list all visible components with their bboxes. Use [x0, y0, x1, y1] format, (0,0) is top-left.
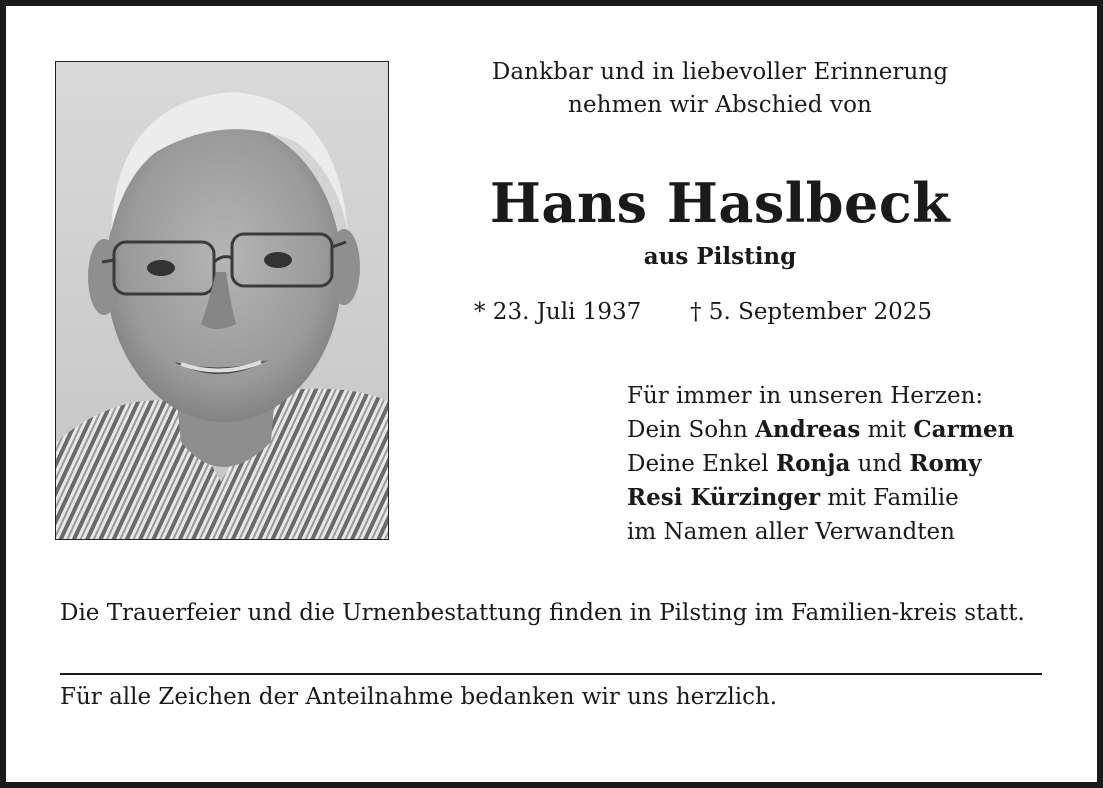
- portrait-photo: [55, 61, 389, 540]
- funeral-notice: Die Trauerfeier und die Urnenbestattung finden in Pilsting im Familien-kreis statt.: [60, 600, 1025, 626]
- mourners-closing: im Namen aller Verwandten: [627, 519, 955, 545]
- mourner-name: Ronja: [775, 450, 851, 477]
- mourner-suffix: mit Familie: [820, 485, 959, 511]
- mourner-name: Andreas: [755, 416, 861, 443]
- intro-line-1: Dankbar und in liebevoller Erinnerung: [491, 59, 949, 85]
- death-date: † 5. September 2025: [690, 299, 932, 325]
- mourner-name: Resi Kürzinger: [627, 484, 821, 511]
- mourner-line-resi: [627, 481, 1014, 515]
- mourner-line-grandchildren: [627, 447, 1014, 481]
- birth-date: * 23. Juli 1937: [474, 299, 642, 325]
- mourner-name: Romy: [909, 450, 982, 477]
- mourners-heading: Für immer in unseren Herzen:: [627, 383, 984, 409]
- mourner-connector: und: [850, 451, 910, 477]
- deceased-name: Hans Haslbeck: [489, 171, 951, 235]
- deceased-origin: aus Pilsting: [643, 243, 797, 270]
- mourner-prefix: Dein Sohn: [627, 417, 756, 443]
- divider: [60, 673, 1042, 675]
- thanks-note: Für alle Zeichen der Anteilnahme bedanken wir uns herzlich.: [60, 684, 778, 710]
- mourner-name: Carmen: [913, 416, 1015, 443]
- mourner-line-son: [627, 413, 1014, 447]
- mourners-block: [627, 379, 1014, 549]
- mourner-connector: mit: [860, 417, 914, 443]
- mourner-prefix: Deine Enkel: [627, 451, 776, 477]
- intro-line-2: nehmen wir Abschied von: [568, 92, 872, 118]
